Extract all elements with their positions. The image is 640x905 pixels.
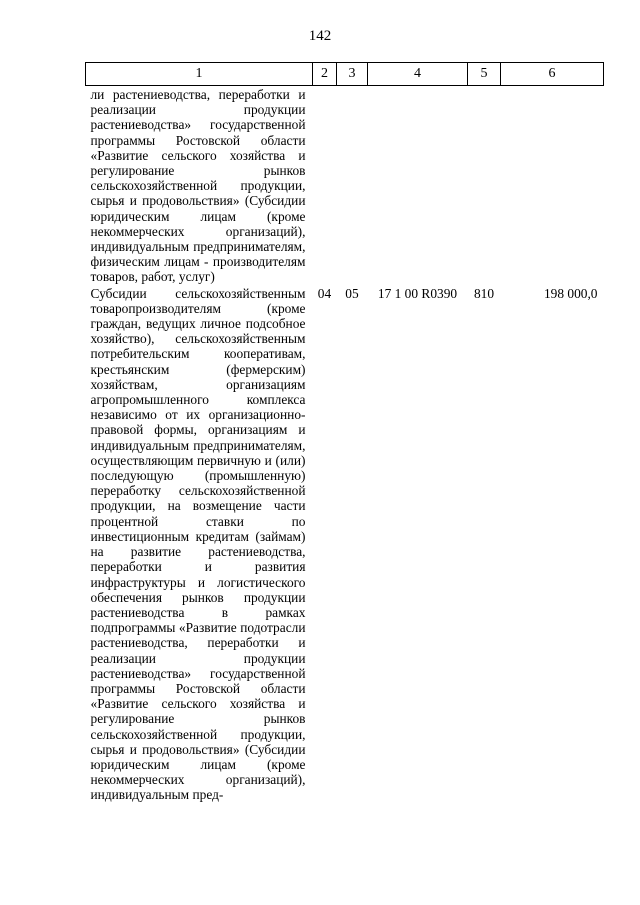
page-number: 142: [308, 28, 332, 44]
table-row: [86, 86, 604, 285]
table-row: [86, 285, 604, 803]
row-section: [313, 86, 337, 285]
row-subsection: 05: [345, 285, 359, 301]
row-expense-type: 810: [473, 285, 495, 301]
column-header-5: 5: [468, 63, 501, 86]
row-subsection: [337, 86, 368, 285]
row-amount: 198 000,0: [543, 285, 598, 301]
column-header-2: 2: [313, 63, 337, 86]
column-header-4: 4: [368, 63, 468, 86]
column-header-3: 3: [337, 63, 368, 86]
row-amount: [501, 86, 604, 285]
row-target-article: [368, 86, 468, 285]
row-name: ли растениеводства, переработки и реализации продукции растениеводства» государственной программы Ростовской области «Развитие сельского хозяйства и регулирование рынков сельскохозяйственной продукции, сырья и продовольствия» (Субсидии юридическим лицам (кроме некоммерческих организаций), индивидуальным предпринимателям, физическим лицам - производителям товаров, работ, услуг): [90, 87, 306, 285]
row-target-article: 17 1 00 R0390: [377, 285, 458, 301]
row-name: Субсидии сельскохозяйственным товаропроизводителям (кроме граждан, ведущих личное подсобное хозяйство), сельскохозяйственным потребительским кооперативам, крестьянским (фермерским) хозяйствам, организациям агропромышленного комплекса независимо от их организационно-правовой формы, организациям и индивидуальным предпринимателям, осуществляющим первичную и (или) последующую (промышленную) переработку сельскохозяйственной продукции, на возмещение части процентной ставки по инвестиционным кредитам (займам) на развитие растениеводства, переработки и развития инфраструктуры и логистического обеспечения рынков продукции растениеводства в рамках подпрограммы «Развитие подотрасли растениеводства, переработки и реализации продукции растениеводства» государственной программы Ростовской области «Развитие сельского хозяйства и регулирование рынков сельскохозяйственной продукции, сырья и продовольствия» (Субсидии юридическим лицам (кроме некоммерческих организаций), индивидуальным пред-: [90, 285, 306, 803]
row-section: 04: [317, 285, 332, 301]
budget-table: [85, 62, 604, 803]
table-header-row: [86, 63, 604, 86]
column-header-1: 1: [86, 63, 313, 86]
row-expense-type: [468, 86, 501, 285]
column-header-6: 6: [501, 63, 604, 86]
